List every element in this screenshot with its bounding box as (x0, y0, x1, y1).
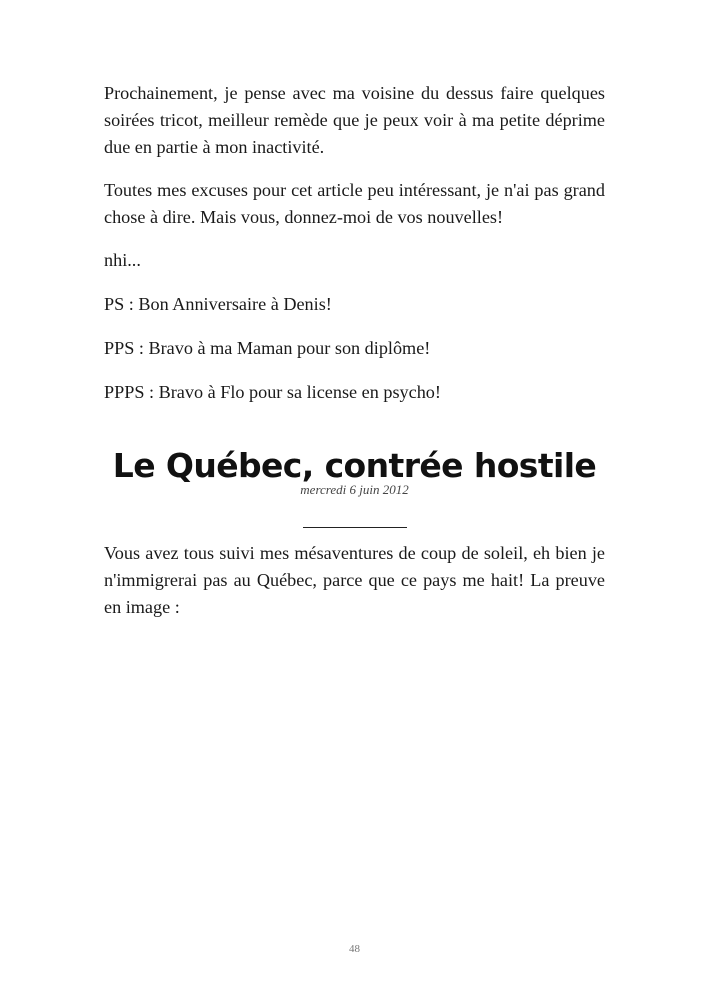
post-date: mercredi 6 juin 2012 (300, 482, 409, 497)
page-number: 48 (349, 943, 360, 955)
paragraph-ps: PS : Bon Anniversaire à Denis! (104, 294, 332, 314)
post-title: Le Québec, contrée hostile (112, 446, 597, 485)
paragraph-signature: nhi... (104, 250, 141, 270)
title-separator (303, 527, 407, 528)
post-body-paragraph: Vous avez tous suivi mes mésaventures de coup de soleil, eh bien je n'immigrerai pas au Québec, parce que ce pays me hait! La preuve en image : (104, 543, 605, 617)
paragraph-pps: PPS : Bravo à ma Maman pour son diplôme! (104, 338, 431, 358)
paragraph-ppps: PPPS : Bravo à Flo pour sa license en psycho! (104, 382, 441, 402)
paragraph-knitting: Prochainement, je pense avec ma voisine du dessus faire quelques soirées tricot, meilleur remède que je peux voir à ma petite déprime due en partie à mon inactivité. (104, 83, 605, 157)
page-content (104, 80, 605, 637)
paragraph-apology: Toutes mes excuses pour cet article peu intéressant, je n'ai pas grand chose à dire. Mais vous, donnez-moi de vos nouvelles! (104, 180, 605, 227)
